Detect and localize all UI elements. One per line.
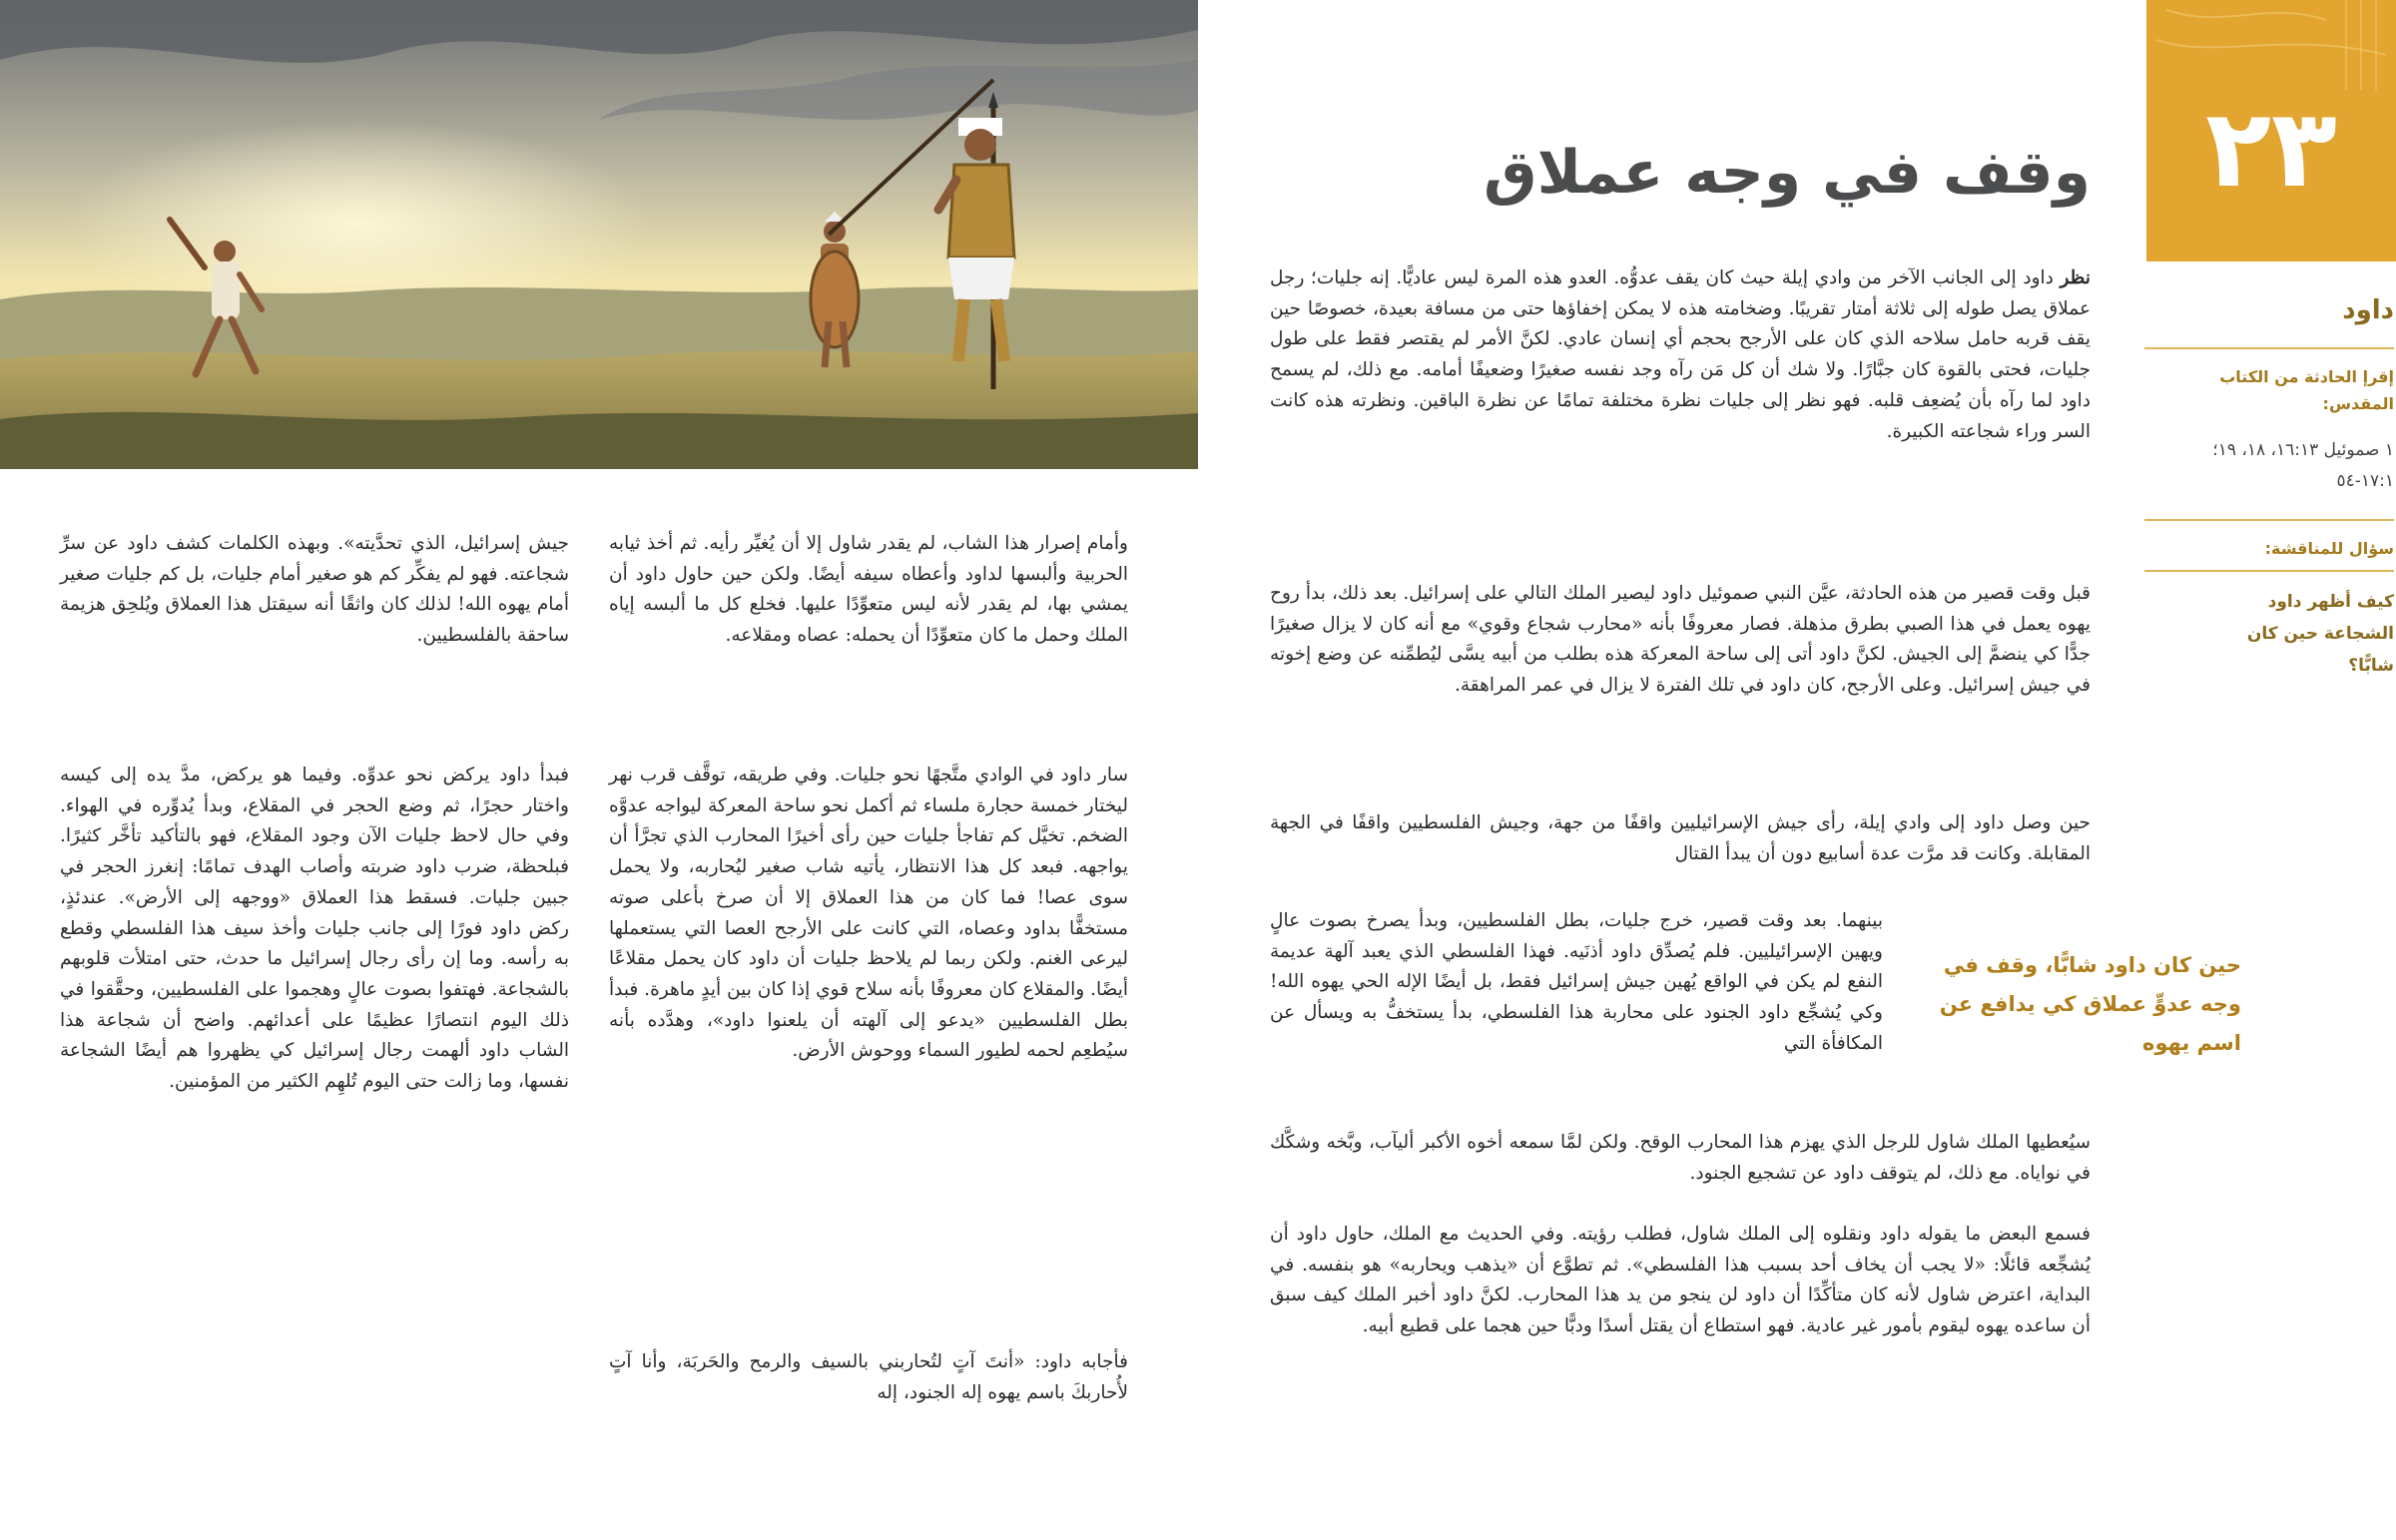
chapter-title: وقف في وجه عملاق — [1483, 138, 2091, 208]
sidebar-discussion-question: كيف أظهر داود الشجاعة حين كان شابًّا؟ — [2246, 591, 2394, 677]
paragraph-3-end: سيُعطيها الملك شاول للرجل الذي يهزم هذا المحارب الوقح. ولكن لمَّا سمعه أخوه الأكبر أليآب، وبَّخه وشكَّك في نواياه. مع ذلك، لم يتوقف داود عن تشجيع الجنود. — [1270, 1132, 2091, 1184]
paragraph-5: وأمام إصرار هذا الشاب، لم يقدر شاول إلا أن يُغيِّر رأيه. ثم أخذ ثيابه الحربية وألبسها لداود وأعطاه سيفه أيضًا. ولكن حين حاول داود أن يمشي بها، لم يقدر لأنه ليس متعوِّدًا عليها. فخلع كل ما ألبسه إياه الملك وحمل ما كان متعوِّدًا أن يحمله: عصاه ومقلاعه. — [609, 533, 1128, 647]
paragraph-4: فسمع البعض ما يقوله داود ونقلوه إلى الملك شاول، فطلب رؤيته. وفي الحديث مع الملك، حاول داود أن يُشجِّعه قائلًا: «لا يجب أن يخاف أحد بسبب هذا الفلسطي». ثم تطوَّع أن «يذهب ويحاربه» هو بنفسه. في البداية، اعترض شاول لأنه كان متأكِّدًا أن داود لن ينجو من يد هذا المحارب. لكنَّ داود أخبر الملك كيف سبق أن ساعده يهوه ليقوم بأمور غير عادية. فهو استطاع أن يقتل أسدًا ودبًّا حين هجما على قطيع أبيه. — [1270, 1224, 2091, 1337]
sidebar — [2146, 261, 2396, 683]
paragraph-7: فأجابه داود: «أنتَ آتٍ لتُحاربني بالسيف والرمح والحَربَة، وأنا آتٍ لأُحاربكَ باسم يهوه إله الجنود، إله — [609, 1351, 1128, 1403]
sidebar-question-label: سؤال للمناقشة: — [2264, 538, 2394, 558]
paragraph-6: سار داود في الوادي متَّجهًا نحو جليات. وفي طريقه، توقَّف قرب نهر ليختار خمسة حجارة ملساء ثم أكمل نحو ساحة المعركة ليواجه عدوَّه الضخم. تخيَّل كم تفاجأ جليات حين رأى أخيرًا المحارب الذي تجرَّأ أن يواجهه. فبعد كل هذا الانتظار، يأتيه شاب صغير ليُحاربه، ولا يحمل سوى عصا! فما كان من هذا العملاق إلا أن صرخ بأعلى صوته مستخفًّا بداود وعصاه، التي كانت على الأرجح العصا التي يستعملها ليرعى الغنم. ولكن ربما لم يلاحظ جليات أن داود كان يحمل مقلاعًا أيضًا. والمقلاع كان معروفًا بأنه سلاح قوي إذا كان بين أيدٍ ماهرة. فبدأ بطل الفلسطيين «يدعو إلى آلهته أن يلعنوا داود»، وهدَّده بأنه سيُطعِم لحمه لطيور السماء ووحوش الأرض. — [609, 765, 1128, 1062]
paragraph-1-text: داود إلى الجانب الآخر من وادي إيلة حيث كان يقف عدوُّه. العدو هذه المرة ليس عاديًّا. إنه جليات؛ رجل عملاق يصل طوله إلى ثلاثة أمتار تقريبًا. وضخامته هذه لا يمكن إخفاؤها حتى من مسافة بعيدة، خصوصًا حين يقف قربه حامل سلاحه الذي كان على الأرجح بحجم أي إنسان عادي. لكنَّ الأمر لم يقتصر فقط على طول جليات، فحتى بالقوة كان جبَّارًا. ولا شك أن كل مَن رآه وجد نفسه صغيرًا وضعيفًا أمامه. مع ذلك، لم يسمح داود لما رآه بأن يُضعِف قلبه. فهو نظر إلى جليات نظرة مختلفة تمامًا عن نظرة الباقين. ونظرته هذه كانت السر وراء شجاعته الكبيرة. — [1270, 267, 2091, 442]
sidebar-bible-reference: ١ صموئيل ١٦:١٣، ١٨، ١٩؛ ١٧:١-٥٤ — [2212, 440, 2394, 491]
sidebar-character-name: داود — [2342, 295, 2394, 325]
illustration-david-goliath — [0, 0, 1198, 469]
chapter-number: ٢٣ — [2205, 87, 2337, 212]
pull-quote: حين كان داود شابًّا، وقف في وجه عدوٍّ عملاق كي يدافع عن اسم يهوه — [1939, 953, 2241, 1055]
sidebar-read-label: إقرإ الحادثة من الكتاب المقدس: — [2219, 367, 2394, 414]
chapter-number-tab — [2146, 0, 2396, 261]
paragraph-2: قبل وقت قصير من هذه الحادثة، عيَّن النبي صموئيل داود ليصير الملك التالي على إسرائيل. بعد ذلك، بدأ روح يهوه يعمل في هذا الصبي بطرق مذهلة. فصار معروفًا بأنه «محارب شجاع وقوي» مع أنه كان لا يزال صغيرًا جدًّا كي ينضمَّ إلى الجيش. لكنَّ داود أتى إلى ساحة المعركة هذه بطلب من أبيه يسَّى ليُطمِّنه عن وضع إخوته في جيش إسرائيل. وعلى الأرجح، كان داود في تلك الفترة لا يزال في عمر المراهقة. — [1270, 583, 2091, 697]
paragraph-3-start: حين وصل داود إلى وادي إيلة، رأى جيش الإسرائيليين واقفًا من جهة، وجيش الفلسطيين واقفًا في الجهة المقابلة. وكانت قد مرَّت عدة أسابيع دون أن يبدأ القتال — [1270, 812, 2091, 864]
paragraph-9: فبدأ داود يركض نحو عدوِّه. وفيما هو يركض، مدَّ يده إلى كيسه واختار حجرًا، ثم وضع الحجر في المقلاع، وبدأ يُدوِّره في الهواء. وفي حال لاحظ جليات الآن وجود المقلاع، فهو بالتأكيد تأخَّر كثيرًا. فبلحظة، ضرب داود ضربته وأصاب الهدف تمامًا: إنغرز الحجر في جبين جليات. فسقط هذا العملاق «ووجهه إلى الأرض». عندئذٍ، ركض داود فورًا إلى جانب جليات وأخذ سيف هذا الفلسطي وقطع به رأسه. وما إن رأى رجال إسرائيل ما حدث، حتى امتلأت قلوبهم بالشجاعة. فهتفوا بصوت عالٍ وهجموا على الفلسطيين، وحقَّقوا في ذلك اليوم انتصارًا عظيمًا على أعدائهم. واضح أن شجاعة هذا الشاب داود ألهمت رجال إسرائيل كي يظهروا هم أيضًا الشجاعة نفسها، وما زالت حتى اليوم تُلهِم الكثير من المؤمنين. — [60, 765, 569, 1093]
sidebar-divider — [2144, 347, 2394, 349]
paragraph-8: جيش إسرائيل، الذي تحدَّيته». وبهذه الكلمات كشف داود عن سرِّ شجاعته. فهو لم يفكِّر كم هو صغير أمام جليات، بل كم جليات صغير أمام يهوه الله! لذلك كان واثقًا أنه سيقتل هذا العملاق ويُلحِق هزيمة ساحقة بالفلسطيين. — [60, 533, 569, 647]
foreground-brush — [0, 412, 1198, 469]
paragraph-3-middle: بينهما. بعد وقت قصير، خرج جليات، بطل الفلسطيين، وبدأ يصرخ بصوت عالٍ ويهين الإسرائيليين. فلم يُصدِّق داود أذنَيه. فهذا الفلسطي الذي يعبد آلهة عديمة النفع لم يكن في الواقع يُهين جيش إسرائيل فقط، بل أيضًا الإله الحي يهوه الله! وكي يُشجِّع داود الجنود على محاربة هذا الفلسطي، بدأ يستخفُّ به ويسأل عن المكافأة التي — [1270, 910, 1883, 1054]
sidebar-divider — [2144, 519, 2394, 521]
sidebar-divider — [2144, 570, 2394, 572]
paragraph-lead-word: نظر — [2060, 267, 2091, 288]
illustration-scene — [0, 0, 1198, 469]
paragraph-1 — [1270, 263, 2091, 447]
